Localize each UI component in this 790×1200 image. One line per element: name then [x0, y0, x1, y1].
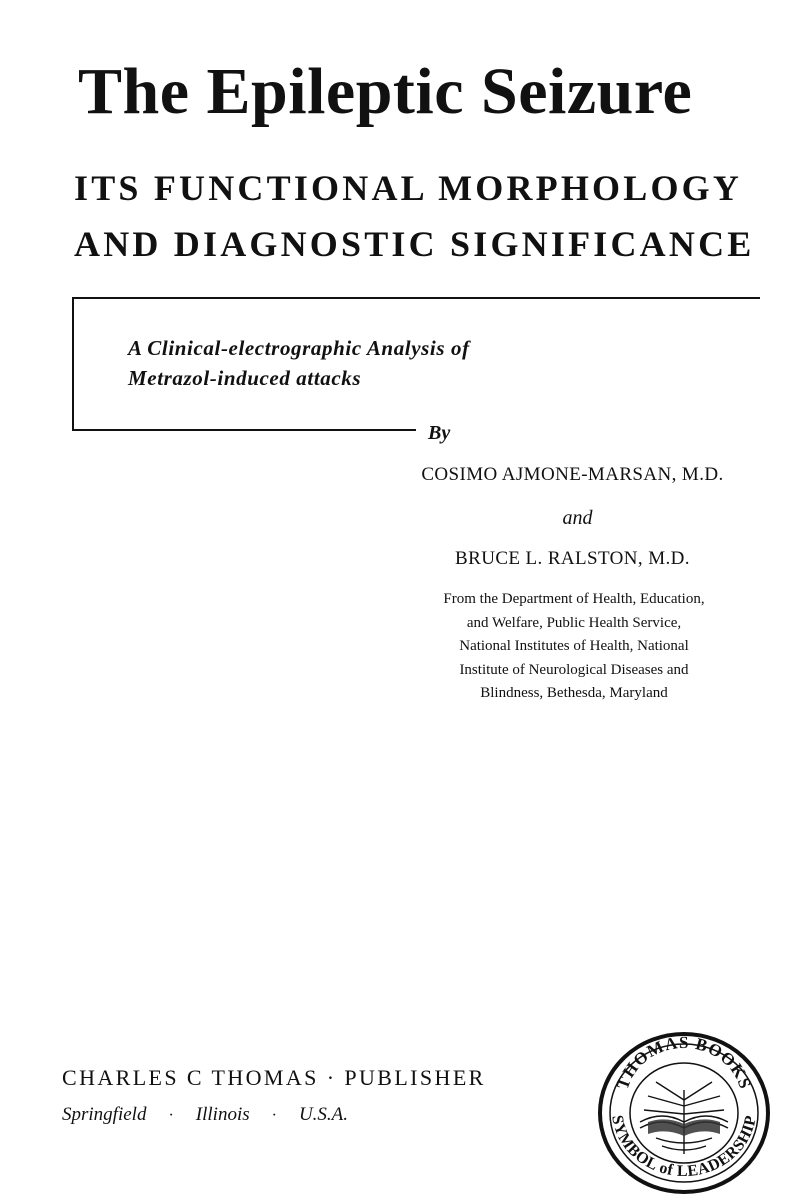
place-separator: ·: [271, 1107, 277, 1124]
subtitle-line-2: AND DIAGNOSTIC SIGNIFICANCE: [74, 224, 755, 264]
and-conjunction: and: [562, 507, 593, 529]
place-separator: ·: [168, 1107, 174, 1124]
affiliation: [380, 588, 768, 706]
frame-top-rule: [72, 297, 760, 299]
affiliation-line: Blindness, Bethesda, Maryland: [480, 685, 668, 701]
subtitle-line-1: ITS FUNCTIONAL MORPHOLOGY: [74, 168, 743, 208]
publisher-name: CHARLES C THOMAS · PUBLISHER: [62, 1065, 486, 1090]
publisher-place: [62, 1102, 552, 1129]
analysis-line-2: Metrazol-induced attacks: [128, 366, 362, 390]
author-1: COSIMO AJMONE-MARSAN, M.D.: [421, 464, 724, 485]
author-2: BRUCE L. RALSTON, M.D.: [455, 548, 690, 569]
svg-text:THOMAS BOOKS: THOMAS BOOKS: [612, 1032, 756, 1092]
place-country: U.S.A.: [298, 1104, 349, 1125]
frame-bottom-rule: [72, 429, 416, 431]
affiliation-line: and Welfare, Public Health Service,: [466, 614, 682, 631]
analysis-line-1: A Clinical-electrographic Analysis of: [128, 336, 470, 360]
svg-text:SYMBOL of LEADERSHIP: SYMBOL of LEADERSHIP: [608, 1113, 760, 1181]
by-label: By: [428, 422, 451, 444]
affiliation-line: From the Department of Health, Education,: [443, 591, 705, 607]
frame-left-rule: [72, 297, 74, 430]
publisher-seal-logo: [596, 1030, 772, 1196]
place-city: Springfield: [62, 1104, 147, 1125]
place-state: Illinois: [195, 1104, 250, 1125]
affiliation-line: National Institutes of Health, National: [459, 638, 689, 654]
affiliation-line: Institute of Neurological Diseases and: [459, 661, 689, 678]
book-title: The Epileptic Seizure: [78, 55, 693, 128]
